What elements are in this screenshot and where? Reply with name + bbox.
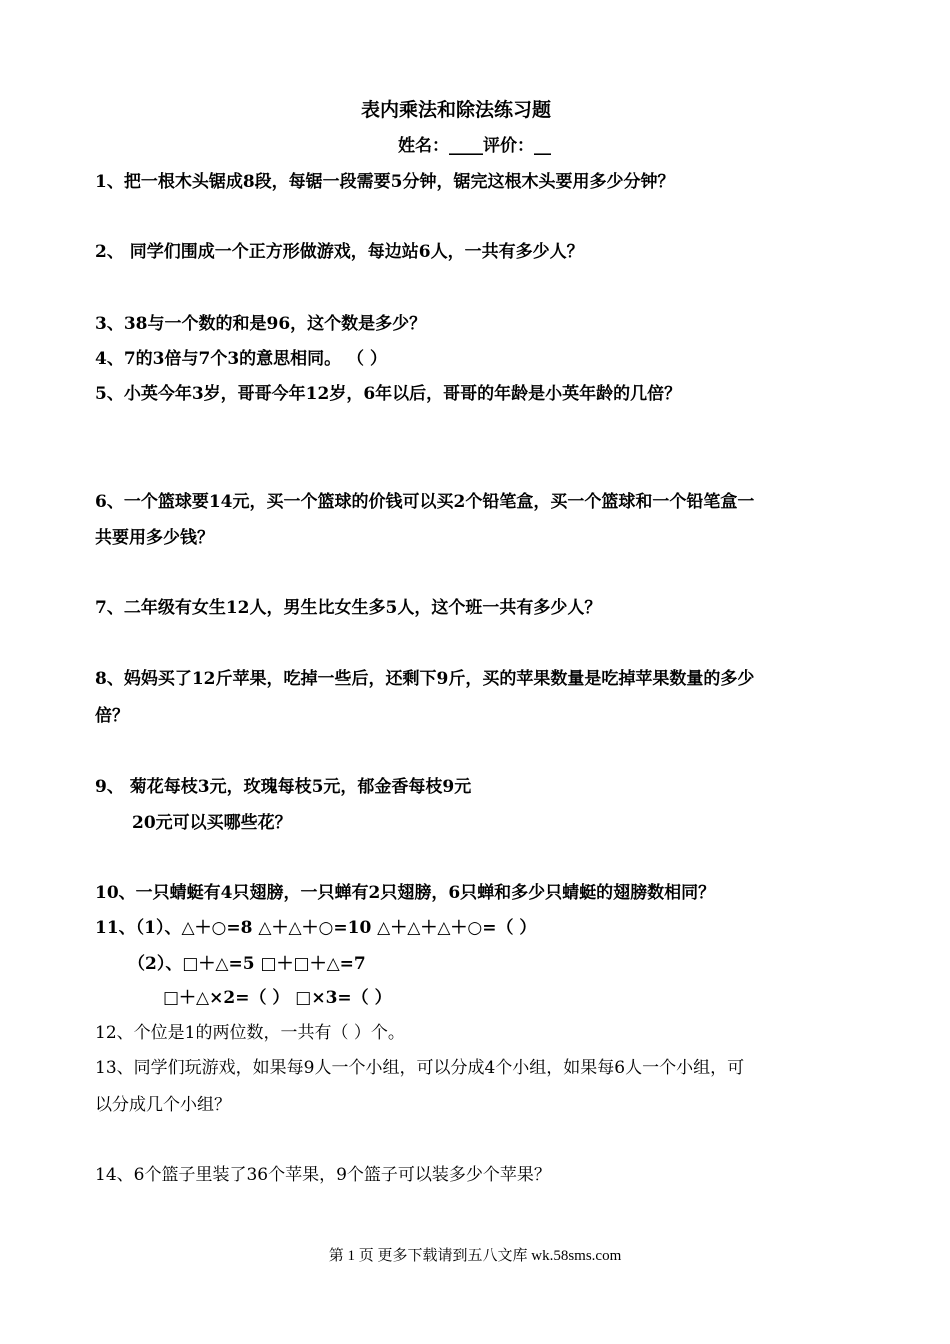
question-4: 4、7的3倍与7个3的意思相同。 （ ） (95, 349, 387, 369)
question-13-line-2: 以分成几个小组？ (95, 1095, 231, 1115)
question-7: 7、二年级有女生12人，男生比女生多5人，这个班一共有多少人？ (95, 598, 602, 618)
question-9-line-1: 9、 菊花每枝3元，玫瑰每枝5元，郁金香每枝9元 (95, 777, 472, 797)
question-14: 14、6个篮子里装了36个苹果，9个篮子可以装多少个苹果？ (95, 1165, 551, 1185)
question-5: 5、小英今年3岁，哥哥今年12岁，6年以后，哥哥的年龄是小英年龄的几倍？ (95, 384, 682, 404)
question-13-line-1: 13、同学们玩游戏，如果每9人一个小组，可以分成4个小组，如果每6人一个小组，可 (95, 1058, 745, 1078)
page-footer: 第 1 页 更多下载请到五八文库 wk.58sms.com (328, 1248, 622, 1264)
question-3: 3、38与一个数的和是96，这个数是多少？ (95, 314, 427, 334)
question-2: 2、 同学们围成一个正方形做游戏，每边站6人，一共有多少人？ (95, 242, 584, 262)
question-9-line-2: 20元可以买哪些花？ (132, 813, 292, 833)
question-11-line-1: 11、（1）、△＋○=8 △＋△＋○=10 △＋△＋△＋○=（ ） (95, 918, 537, 938)
question-1: 1、把一根木头锯成8段，每锯一段需要5分钟，锯完这根木头要用多少分钟？ (95, 172, 675, 192)
question-8-line-1: 8、妈妈买了12斤苹果，吃掉一些后，还剩下9斤，买的苹果数量是吃掉苹果数量的多少 (95, 669, 755, 689)
page-title: 表内乘法和除法练习题 (361, 99, 552, 121)
question-12: 12、个位是1的两位数，一共有（ ）个。 (95, 1023, 405, 1043)
question-6-line-1: 6、一个篮球要14元，买一个篮球的价钱可以买2个铅笔盒，买一个篮球和一个铅笔盒一 (95, 492, 755, 512)
question-8-line-2: 倍？ (95, 706, 129, 726)
question-10: 10、一只蜻蜓有4只翅膀，一只蝉有2只翅膀，6只蝉和多少只蜻蜓的翅膀数相同？ (95, 883, 716, 903)
question-6-line-2: 共要用多少钱？ (95, 528, 214, 548)
name-evaluation-line: 姓名：____评价：__ (398, 136, 551, 156)
question-11-line-2: （2）、□＋△=5 □＋□＋△=7 (128, 954, 366, 974)
question-11-line-3: □＋△×2=（ ） □×3=（ ） (163, 988, 392, 1008)
